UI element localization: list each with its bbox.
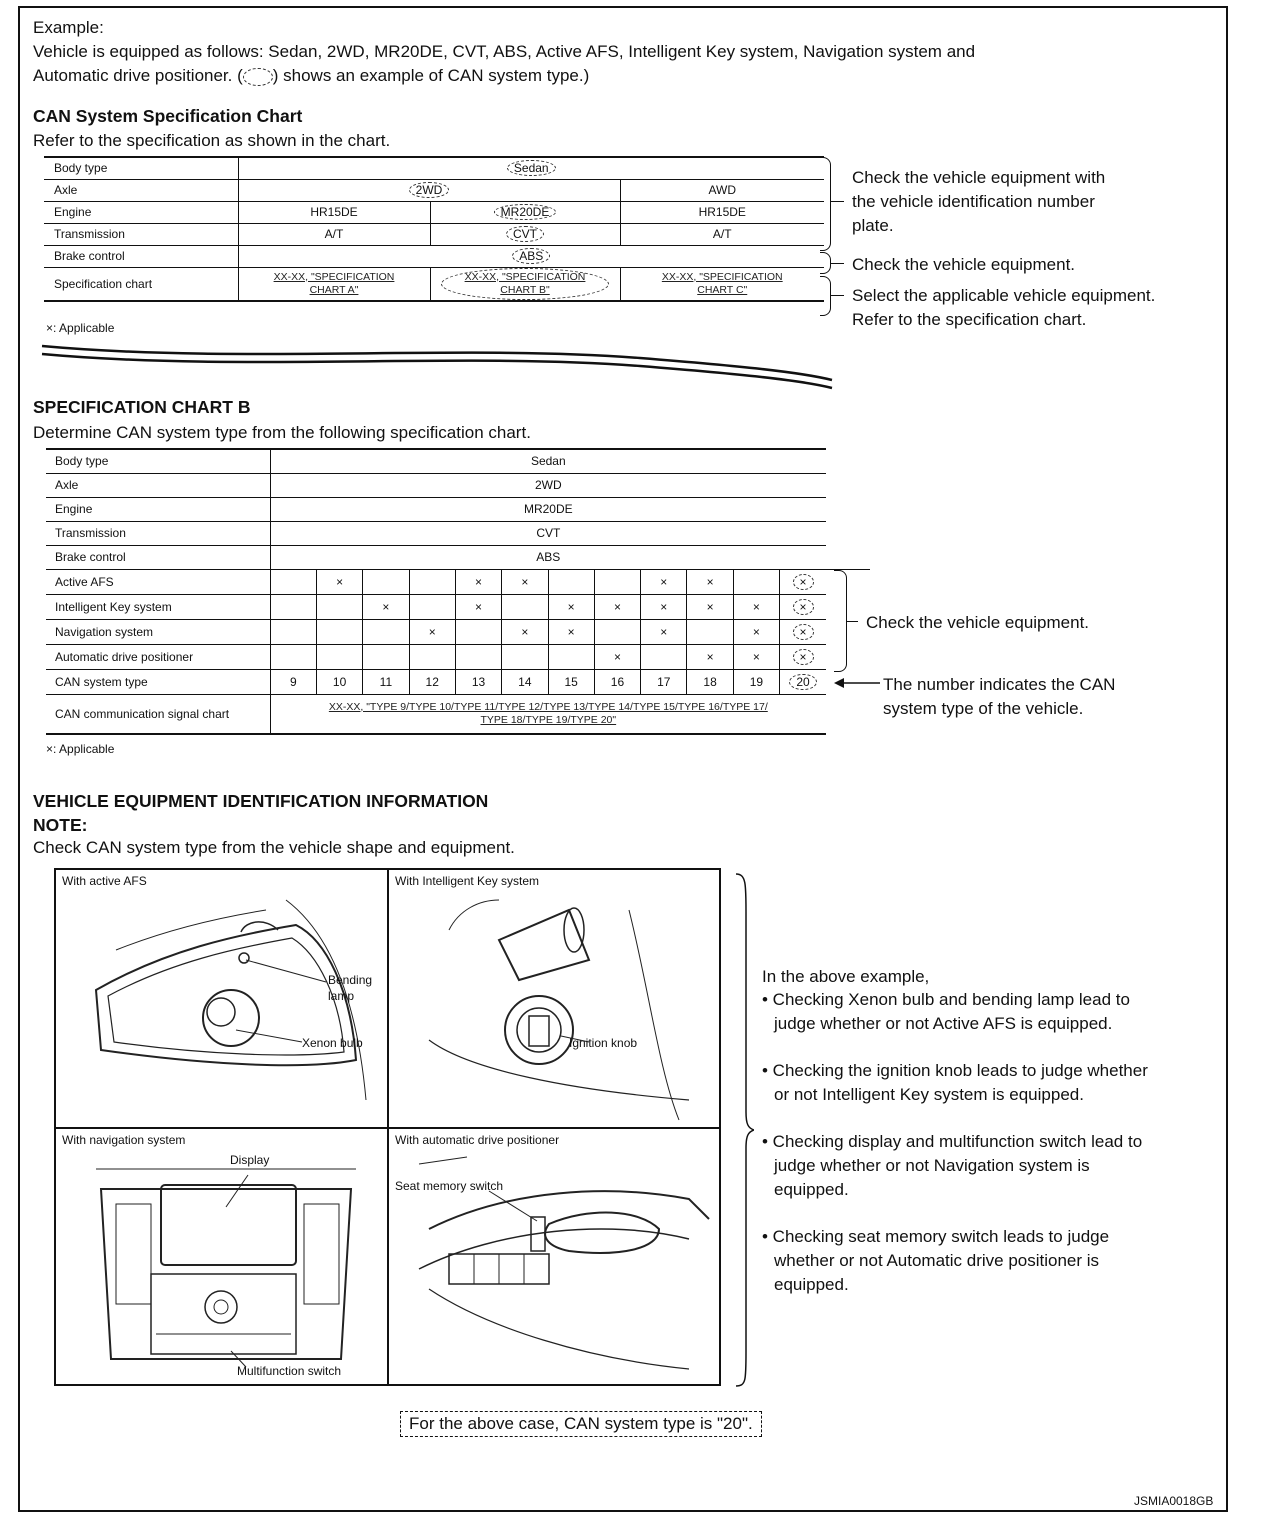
selected-mark-oval: ×	[793, 599, 814, 615]
table-row	[46, 545, 826, 569]
empty-cell	[409, 644, 455, 669]
applicable-mark: ×	[548, 619, 594, 644]
explain-bullet: judge whether or not Navigation system is	[774, 1156, 1090, 1175]
empty-cell	[409, 569, 455, 594]
empty-cell	[316, 594, 362, 619]
spec-chart-a-link[interactable]: XX-XX, "SPECIFICATION CHART A"	[273, 270, 395, 296]
value-hr15de: HR15DE	[620, 201, 824, 223]
applicable-mark	[780, 594, 826, 619]
can-type-cell: 18	[687, 669, 733, 694]
can-type-cell	[780, 669, 826, 694]
ignition-illustration	[389, 870, 720, 1128]
panel-title: With navigation system	[62, 1133, 186, 1147]
can-spec-table	[44, 156, 824, 302]
row-label: Brake control	[46, 545, 270, 569]
can-type-cell: 19	[733, 669, 779, 694]
arrow-left-icon	[832, 675, 882, 691]
empty-cell	[316, 644, 362, 669]
section-subtitle: Determine CAN system type from the following specification chart.	[33, 423, 531, 442]
can-type-cell: 17	[641, 669, 687, 694]
brace-tick	[830, 201, 844, 202]
note-text: Check the vehicle equipment.	[866, 613, 1090, 632]
note-text: Select the applicable vehicle equipment.	[852, 286, 1156, 305]
row-label: Axle	[46, 473, 270, 497]
row-label: Transmission	[44, 223, 238, 245]
applicable-mark: ×	[455, 594, 501, 619]
applicable-mark: ×	[733, 619, 779, 644]
empty-cell	[363, 569, 409, 594]
section-heading: CAN System Specification Chart	[33, 106, 303, 126]
brace-tick	[846, 621, 858, 622]
can-type-cell: 16	[594, 669, 640, 694]
empty-cell	[594, 569, 640, 594]
oval-symbol	[243, 68, 273, 86]
applicable-mark: ×	[594, 644, 640, 669]
empty-cell	[270, 619, 316, 644]
panel-active-afs	[55, 869, 388, 1128]
can-type-cell: 11	[363, 669, 409, 694]
selected-mark-oval: ×	[793, 574, 814, 590]
table-row	[46, 694, 826, 734]
spec-chart-c-link[interactable]: XX-XX, "SPECIFICATION CHART C"	[661, 270, 783, 296]
example-line: Automatic drive positioner. ( ) shows an example of CAN system type.)	[33, 66, 590, 85]
applicable-mark	[780, 569, 826, 594]
row-label: Transmission	[46, 521, 270, 545]
applicable-mark: ×	[687, 569, 733, 594]
row-label: Axle	[44, 179, 238, 201]
section-heading: SPECIFICATION CHART B	[33, 397, 251, 417]
explain-bullet: or not Intelligent Key system is equipped.	[774, 1085, 1084, 1104]
panel-drive-positioner	[388, 1128, 720, 1385]
applicable-mark: ×	[502, 619, 548, 644]
empty-cell	[548, 569, 594, 594]
row-label: Engine	[44, 201, 238, 223]
empty-cell	[641, 644, 687, 669]
value-abs: ABS	[512, 248, 550, 264]
panel-navigation	[55, 1128, 388, 1385]
table-row	[46, 594, 826, 619]
panel-title: With active AFS	[62, 874, 147, 888]
table-row	[46, 569, 826, 594]
row-label: Body type	[46, 449, 270, 473]
row-label: Specification chart	[44, 267, 238, 301]
can-type-cell: 15	[548, 669, 594, 694]
panel-title: With automatic drive positioner	[395, 1133, 560, 1147]
callout-label: Xenon bulb	[302, 1036, 363, 1050]
brace-tick	[830, 263, 844, 264]
empty-cell	[270, 644, 316, 669]
can-type-cell: 12	[409, 669, 455, 694]
empty-cell	[455, 619, 501, 644]
section-subtitle: Check CAN system type from the vehicle shape and equipment.	[33, 838, 515, 857]
explain-bullet: whether or not Automatic drive positioner is	[774, 1251, 1100, 1270]
empty-cell	[270, 594, 316, 619]
empty-cell	[594, 619, 640, 644]
value-sedan: Sedan	[507, 160, 556, 176]
explain-bullet: • Checking seat memory switch leads to judge	[762, 1227, 1110, 1246]
applicable-mark: ×	[687, 594, 733, 619]
value-2wd: 2WD	[409, 182, 450, 198]
applicable-mark: ×	[641, 619, 687, 644]
applicable-mark: ×	[316, 569, 362, 594]
spec-chart-b-table	[46, 448, 826, 735]
table-row	[46, 619, 826, 644]
applicable-note: ×: Applicable	[46, 742, 115, 756]
explain-bullet: • Checking display and multifunction switch lead to	[762, 1132, 1143, 1151]
value-mr20de: MR20DE	[494, 204, 557, 220]
explain-bullet: • Checking Xenon bulb and bending lamp lead to	[762, 990, 1130, 1009]
empty-cell	[316, 619, 362, 644]
applicable-mark	[780, 619, 826, 644]
section-heading: VEHICLE EQUIPMENT IDENTIFICATION INFORMATION	[33, 791, 489, 811]
empty-cell	[502, 594, 548, 619]
row-label: CAN communication signal chart	[46, 694, 270, 734]
value-awd: AWD	[620, 179, 824, 201]
value-engine: MR20DE	[270, 497, 826, 521]
callout-label: Ignition knob	[569, 1036, 638, 1050]
signal-chart-link[interactable]: TYPE 18/TYPE 19/TYPE 20"	[480, 713, 617, 726]
explain-bullet: judge whether or not Active AFS is equipped.	[774, 1014, 1113, 1033]
can-type-cell: 14	[502, 669, 548, 694]
value-cvt: CVT	[506, 226, 544, 242]
selected-type-oval: 20	[789, 674, 816, 690]
door-panel-illustration	[389, 1129, 720, 1385]
panel-intelligent-key	[388, 869, 720, 1128]
applicable-mark: ×	[409, 619, 455, 644]
conclusion-box: For the above case, CAN system type is "20".	[400, 1411, 762, 1437]
applicable-mark: ×	[363, 594, 409, 619]
brace	[820, 157, 831, 251]
panel-title: With Intelligent Key system	[395, 874, 540, 888]
explain-bullet: equipped.	[774, 1180, 849, 1199]
applicable-mark: ×	[733, 594, 779, 619]
row-label: CAN system type	[46, 669, 270, 694]
signal-chart-link[interactable]: XX-XX, "TYPE 9/TYPE 10/TYPE 11/TYPE 12/TYPE 13/TYPE 14/TYPE 15/TYPE 16/TYPE 17/	[328, 700, 768, 713]
navigation-illustration	[56, 1129, 388, 1385]
figure-code: JSMIA0018GB	[1134, 1494, 1214, 1508]
table-row	[44, 179, 824, 201]
row-extension-line	[826, 569, 870, 570]
applicable-mark: ×	[502, 569, 548, 594]
note-label: NOTE:	[33, 815, 88, 835]
applicable-note: ×: Applicable	[46, 321, 115, 335]
applicable-mark: ×	[455, 569, 501, 594]
table-row	[44, 201, 824, 223]
table-row	[44, 245, 824, 267]
value-trans: CVT	[270, 521, 826, 545]
table-row	[44, 223, 824, 245]
example-label: Example:	[33, 18, 104, 37]
value-at: A/T	[238, 223, 430, 245]
table-row	[44, 267, 824, 301]
empty-cell	[502, 644, 548, 669]
empty-cell	[409, 594, 455, 619]
callout-label: Bending	[328, 973, 373, 987]
table-row	[46, 449, 826, 473]
selected-mark-oval: ×	[793, 649, 814, 665]
value-brake: ABS	[270, 545, 826, 569]
applicable-mark: ×	[594, 594, 640, 619]
value-at: A/T	[620, 223, 824, 245]
applicable-mark: ×	[733, 644, 779, 669]
empty-cell	[363, 619, 409, 644]
explain-bullet: equipped.	[774, 1275, 849, 1294]
row-label: Engine	[46, 497, 270, 521]
note-text: The number indicates the CAN	[883, 675, 1116, 694]
explain-bullet: • Checking the ignition knob leads to judge whether	[762, 1061, 1148, 1080]
can-type-cell: 10	[316, 669, 362, 694]
callout-label: lamp	[328, 989, 355, 1003]
applicable-mark: ×	[687, 644, 733, 669]
empty-cell	[270, 569, 316, 594]
break-wave	[40, 336, 835, 394]
example-line: Vehicle is equipped as follows: Sedan, 2WD, MR20DE, CVT, ABS, Active AFS, Intelligent Key system, Navigation system and	[33, 42, 976, 61]
callout-label: Seat memory switch	[395, 1179, 504, 1193]
empty-cell	[548, 644, 594, 669]
callout-label: Multifunction switch	[237, 1364, 342, 1378]
row-label: Automatic drive positioner	[46, 644, 270, 669]
can-type-cell: 13	[455, 669, 501, 694]
note-text: the vehicle identification number	[852, 192, 1095, 211]
empty-cell	[455, 644, 501, 669]
table-row	[46, 644, 826, 669]
empty-cell	[687, 619, 733, 644]
table-row	[44, 157, 824, 179]
explain-intro: In the above example,	[762, 967, 930, 986]
table-row	[46, 521, 826, 545]
brace	[820, 276, 831, 316]
can-type-cell: 9	[270, 669, 316, 694]
note-text: Check the vehicle equipment.	[852, 255, 1076, 274]
brace	[734, 872, 754, 1388]
note-text: Refer to the specification chart.	[852, 310, 1087, 329]
value-axle: 2WD	[270, 473, 826, 497]
brace-tick	[830, 295, 844, 296]
row-label: Intelligent Key system	[46, 594, 270, 619]
section-subtitle: Refer to the specification as shown in the chart.	[33, 131, 391, 150]
selected-mark-oval: ×	[793, 624, 814, 640]
table-row	[46, 473, 826, 497]
spec-chart-b-link[interactable]: XX-XX, "SPECIFICATION CHART B"	[464, 270, 586, 296]
applicable-mark	[780, 644, 826, 669]
value-hr15de: HR15DE	[238, 201, 430, 223]
table-row	[46, 669, 826, 694]
applicable-mark: ×	[548, 594, 594, 619]
applicable-mark: ×	[641, 594, 687, 619]
row-label: Body type	[44, 157, 238, 179]
callout-label: Display	[230, 1153, 270, 1167]
empty-cell	[363, 644, 409, 669]
note-text: system type of the vehicle.	[883, 699, 1084, 718]
row-label: Navigation system	[46, 619, 270, 644]
row-label: Active AFS	[46, 569, 270, 594]
value-body: Sedan	[270, 449, 826, 473]
applicable-mark: ×	[641, 569, 687, 594]
empty-cell	[733, 569, 779, 594]
table-row	[46, 497, 826, 521]
row-label: Brake control	[44, 245, 238, 267]
note-text: plate.	[852, 216, 894, 235]
note-text: Check the vehicle equipment with	[852, 168, 1106, 187]
